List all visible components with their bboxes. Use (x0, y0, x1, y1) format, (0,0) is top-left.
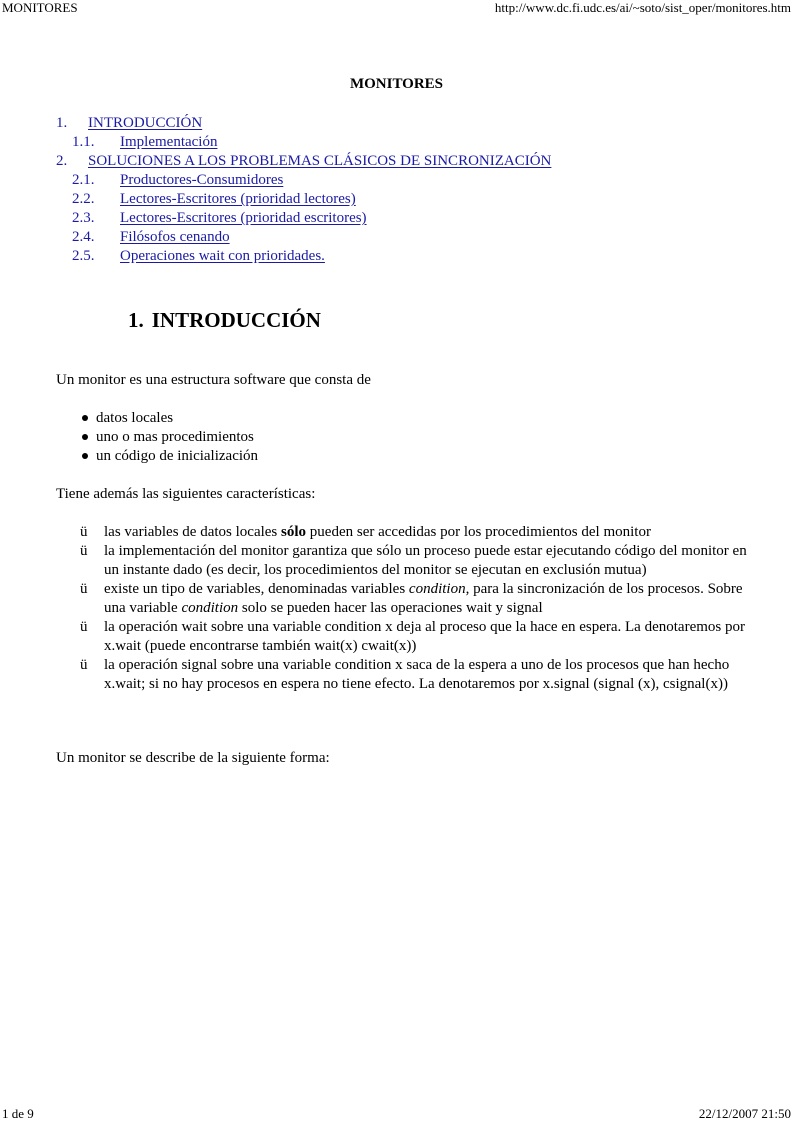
document-title: MONITORES (349, 76, 444, 92)
features-intro: Tiene además las siguientes características: (56, 486, 316, 502)
monitor-components-list (82, 409, 258, 466)
list-item: datos locales (82, 409, 258, 428)
toc-link-soluciones[interactable]: 2. SOLUCIONES A LOS PROBLEMAS CLÁSICOS DE SINCRONIZACIÓN (56, 153, 552, 169)
list-item: ü las variables de datos locales sólo pueden ser accedidas por los procedimientos del monitor (80, 524, 651, 540)
check-mark-icon: ü (80, 581, 88, 597)
print-header-title: MONITORES (2, 0, 78, 15)
intro-paragraph: Un monitor es una estructura software que consta de (56, 372, 371, 388)
features-list (80, 523, 760, 694)
bullet-icon (82, 415, 88, 421)
toc-link-filosofos-cenando[interactable]: 2.4. Filósofos cenando (72, 229, 230, 245)
list-item: un código de inicialización (82, 447, 258, 466)
list-item: ü la operación signal sobre una variable condition x saca de la espera a uno de los procesos que han hecho x.wait; si no hay procesos en espera no tiene efecto. La denotaremos por x.signal (signal (x), csignal(x)) (80, 657, 730, 692)
toc-link-lectores-escritores-escritores[interactable]: 2.3. Lectores-Escritores (prioridad escritores) (72, 210, 367, 226)
toc-link-lectores-escritores-lectores[interactable]: 2.2. Lectores-Escritores (prioridad lectores) (72, 191, 356, 207)
toc-link-productores-consumidores[interactable]: 2.1. Productores-Consumidores (72, 172, 284, 188)
toc-link-implementacion[interactable]: 1.1. Implementación (72, 134, 218, 150)
print-datetime: 22/12/2007 21:50 (698, 1106, 791, 1121)
list-item: uno o mas procedimientos (82, 428, 258, 447)
list-item: ü la operación wait sobre una variable condition x deja al proceso que la hace en espera. La denotaremos por x.wait (puede encontrarse también wait(x) cwait(x)) (80, 619, 745, 654)
check-mark-icon: ü (80, 619, 88, 635)
toc-link-operaciones-wait[interactable]: 2.5. Operaciones wait con prioridades. (72, 248, 325, 264)
bullet-icon (82, 434, 88, 440)
table-of-contents (56, 114, 776, 266)
closing-paragraph: Un monitor se describe de la siguiente forma: (56, 750, 330, 766)
check-mark-icon: ü (80, 524, 88, 540)
list-item: ü la implementación del monitor garantiza que sólo un proceso puede estar ejecutando código del monitor en un instante dado (es decir, los procedimientos del monitor se ejecutan en exclusión mutua) (80, 543, 747, 578)
print-header-url: http://www.dc.fi.udc.es/ai/~soto/sist_oper/monitores.htm (494, 0, 791, 15)
section-heading-introduccion: 1. INTRODUCCIÓN (128, 308, 321, 332)
list-item: ü existe un tipo de variables, denominadas variables condition, para la sincronización de los procesos. Sobre una variable condition solo se pueden hacer las operaciones wait y signal (80, 581, 743, 616)
toc-link-introduccion[interactable]: 1. INTRODUCCIÓN (56, 115, 203, 131)
check-mark-icon: ü (80, 543, 88, 559)
page-number: 1 de 9 (2, 1106, 34, 1121)
check-mark-icon: ü (80, 657, 88, 673)
bullet-icon (82, 453, 88, 459)
